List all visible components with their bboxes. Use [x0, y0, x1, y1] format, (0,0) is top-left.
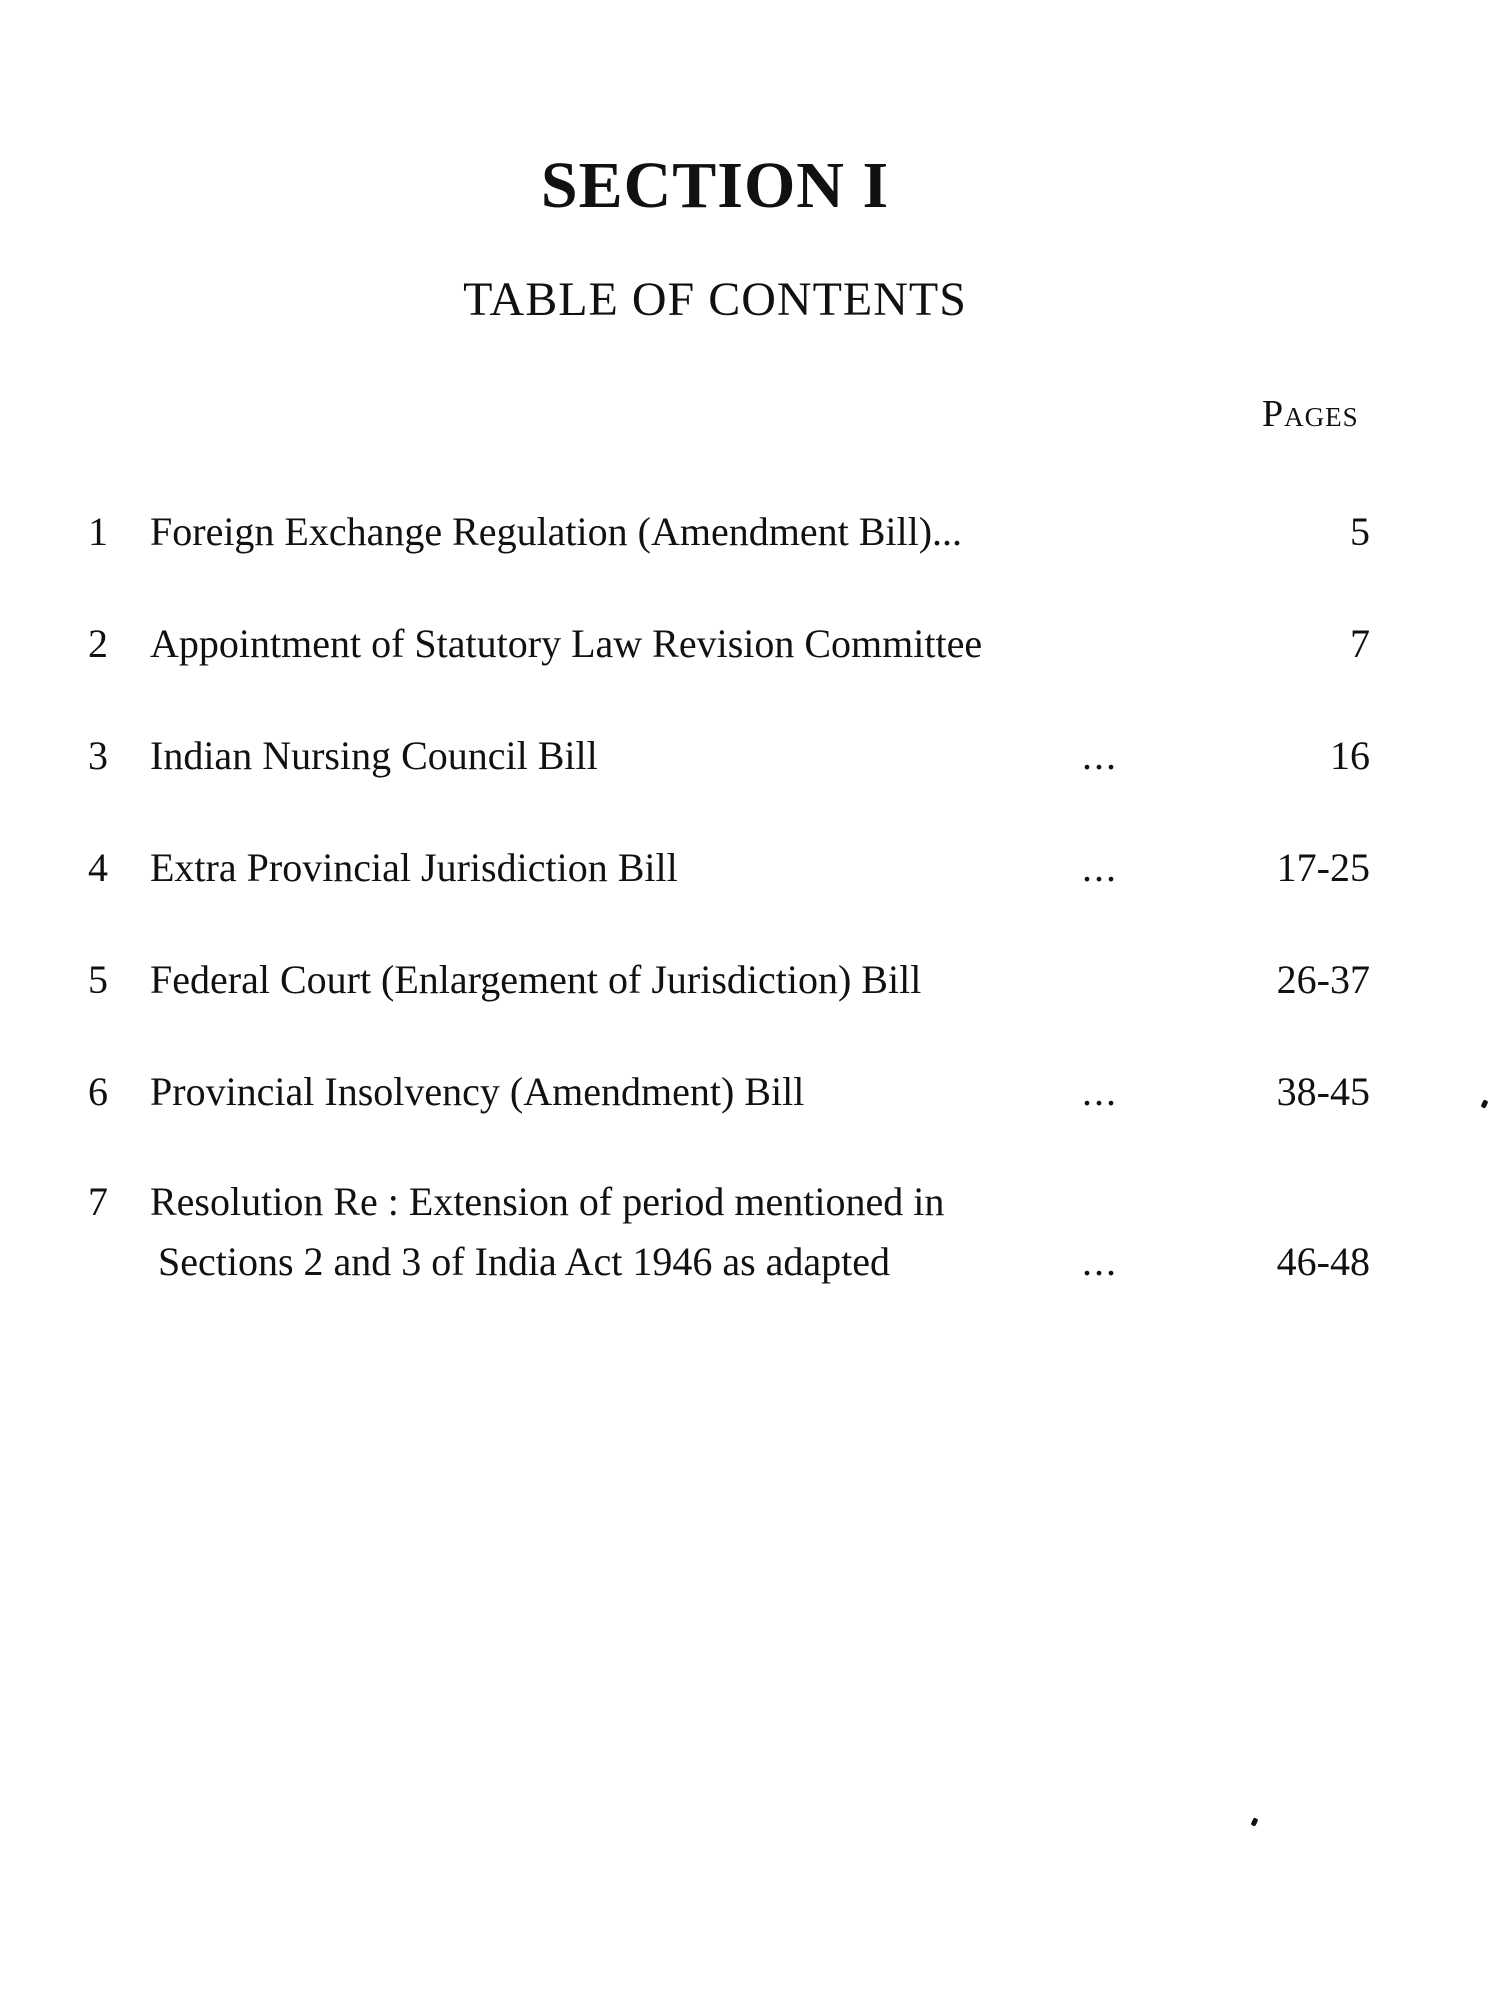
toc-entry-title: Foreign Exchange Regulation (Amendment Bill)...: [150, 509, 963, 554]
toc-entry-title-continued: Sections 2 and 3 of India Act 1946 as adapted: [158, 1239, 891, 1284]
toc-entry-number: 1: [88, 509, 108, 554]
toc-entry-7: [0, 1178, 1500, 1308]
toc-entry-title: Appointment of Statutory Law Revision Committee: [150, 621, 983, 666]
toc-entry-number: 2: [88, 621, 108, 666]
toc-entry-4: [0, 844, 1500, 904]
toc-entry-3: [0, 732, 1500, 792]
toc-entry-title: Federal Court (Enlargement of Jurisdiction) Bill: [150, 957, 922, 1002]
section-title: SECTION I: [540, 149, 890, 222]
toc-title: TABLE OF CONTENTS: [463, 273, 967, 326]
toc-entry-number: 5: [88, 957, 108, 1002]
toc-entry-leader: ...: [1082, 1239, 1118, 1284]
toc-entry-number: 4: [88, 845, 108, 890]
toc-entry-title: Resolution Re : Extension of period mentioned in: [150, 1179, 945, 1224]
toc-entry-pages: 17-25: [1276, 845, 1370, 890]
toc-entry-1: [0, 508, 1500, 568]
toc-entry-number: 3: [88, 733, 108, 778]
toc-entry-leader: ...: [1082, 1069, 1118, 1114]
toc-entry-pages: 16: [1330, 733, 1370, 778]
toc-entry-title: Extra Provincial Jurisdiction Bill: [150, 845, 678, 890]
toc-entry-5: [0, 956, 1500, 1016]
toc-entry-pages: 38-45: [1276, 1069, 1370, 1114]
toc-entry-title: Provincial Insolvency (Amendment) Bill: [150, 1069, 805, 1114]
toc-entry-2: [0, 620, 1500, 680]
toc-entry-leader: ...: [1082, 845, 1118, 890]
scan-speck: [1251, 1817, 1259, 1826]
toc-entry-pages: 46-48: [1276, 1239, 1370, 1284]
toc-entry-pages: 5: [1350, 509, 1370, 554]
toc-entry-pages: 26-37: [1276, 957, 1370, 1002]
toc-entry-leader: ...: [1082, 733, 1118, 778]
toc-entry-title: Indian Nursing Council Bill: [150, 733, 598, 778]
toc-entry-number: 6: [88, 1069, 108, 1114]
toc-entry-6: [0, 1068, 1500, 1128]
toc-entry-number: 7: [88, 1179, 108, 1224]
toc-entry-pages: 7: [1350, 621, 1370, 666]
pages-column-header: Pages: [1262, 393, 1359, 435]
